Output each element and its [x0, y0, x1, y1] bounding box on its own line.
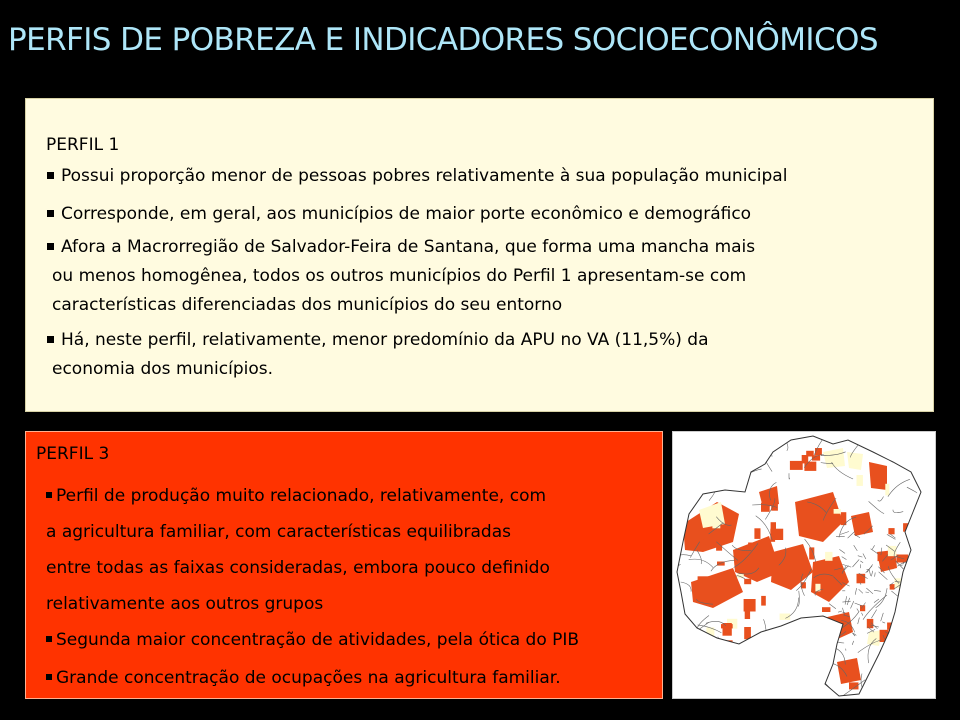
municipality-cell [744, 650, 750, 654]
perfil-3-bullet-3 [46, 663, 561, 693]
municipal-boundary [922, 433, 926, 437]
municipality-cell [803, 669, 813, 677]
municipal-boundary [907, 597, 908, 605]
municipal-boundary [899, 611, 906, 623]
municipal-boundary [717, 652, 722, 662]
municipal-boundary [933, 544, 935, 550]
municipality-cell [744, 627, 751, 639]
municipality-cell [723, 623, 732, 636]
municipal-boundary [751, 667, 756, 685]
municipality-cell [878, 555, 886, 561]
page-title: PERFIS DE POBREZA E INDICADORES SOCIOECONÔMICOS [8, 22, 878, 58]
municipality-cell [901, 643, 909, 648]
municipal-boundary [706, 432, 721, 436]
municipality-cell [825, 552, 832, 561]
bullet-text: economia dos municípios. [52, 359, 274, 379]
map-graphic [673, 432, 935, 698]
bullet-text: Grande concentração de ocupações na agricultura familiar. [56, 668, 561, 688]
municipal-boundary [917, 672, 929, 694]
municipality-cell [711, 459, 717, 466]
municipal-boundary [709, 688, 722, 698]
municipal-boundary [673, 613, 675, 628]
perfil-3-bullet-1 [46, 478, 550, 622]
municipal-boundary [913, 635, 918, 638]
municipality-cell [822, 607, 830, 612]
municipal-boundary [745, 680, 752, 699]
municipal-boundary [912, 550, 916, 555]
municipal-boundary [834, 433, 849, 439]
municipal-boundary [731, 449, 750, 465]
municipal-boundary [677, 462, 695, 471]
municipal-boundary [905, 432, 914, 445]
municipality-cell [732, 455, 745, 468]
perfil-3-region [837, 658, 861, 684]
municipal-boundary [918, 644, 923, 666]
municipality-cell [744, 599, 756, 612]
municipal-boundary [752, 437, 764, 455]
municipal-boundary [673, 681, 681, 694]
municipal-boundary [885, 632, 902, 644]
bullet-text: Possui proporção menor de pessoas pobres relativamente à sua população municipal [61, 166, 788, 186]
perfil-1-panel [25, 98, 934, 412]
bullet-square-icon [46, 492, 52, 498]
municipality-cell [761, 503, 770, 512]
municipality-cell [800, 557, 804, 567]
municipality-cell [698, 576, 710, 588]
municipal-boundary [701, 473, 712, 476]
bullet-text: entre todas as faixas consideradas, embora pouco definido [46, 558, 550, 578]
municipal-boundary [744, 695, 748, 698]
municipal-boundary [769, 661, 786, 677]
bullet-text: a agricultura familiar, com características equilibradas [46, 522, 511, 542]
municipal-boundary [673, 489, 677, 498]
municipal-boundary [827, 626, 833, 632]
municipality-cell [748, 543, 757, 550]
municipal-boundary [805, 634, 811, 648]
municipality-cell [713, 454, 721, 464]
municipality-cell [791, 681, 797, 689]
municipal-boundary [896, 635, 899, 644]
perfil-1-bullet-1 [46, 162, 787, 191]
municipality-cell [790, 461, 803, 470]
bullet-text: Segunda maior concentração de atividades, pela ótica do PIB [56, 630, 580, 650]
perfil-1-heading: PERFIL 1 [46, 135, 120, 155]
perfil-3-region [851, 512, 873, 536]
perfil-1-bullet-3 [46, 233, 755, 320]
municipality-cell [756, 637, 766, 642]
municipality-cell [906, 674, 918, 685]
municipal-boundary [902, 624, 922, 633]
municipality-cell [770, 529, 783, 540]
municipal-boundary [915, 535, 931, 539]
perfil-3-heading: PERFIL 3 [36, 444, 110, 464]
municipality-cell [834, 509, 841, 514]
municipal-boundary [931, 548, 935, 557]
bahia-municipalities-map [672, 431, 936, 699]
bullet-text: características diferenciadas dos municípios do seu entorno [52, 295, 563, 315]
municipality-cell [888, 528, 894, 534]
municipal-boundary [726, 674, 750, 698]
municipal-boundary [908, 647, 917, 652]
municipal-boundary [904, 585, 914, 609]
bullet-square-icon [47, 243, 54, 250]
municipal-boundary [886, 649, 892, 652]
bullet-square-icon [46, 674, 52, 680]
municipality-cell [780, 650, 786, 657]
municipality-cell [815, 448, 822, 455]
bullet-square-icon [46, 636, 52, 642]
municipal-boundary [733, 469, 742, 479]
municipal-boundary [695, 461, 704, 483]
bullet-text: Há, neste perfil, relativamente, menor predomínio da APU no VA (11,5%) da [61, 330, 709, 350]
municipal-boundary [786, 671, 789, 672]
municipality-cell [911, 607, 916, 617]
municipal-boundary [899, 648, 905, 650]
perfil-3-region [869, 462, 887, 490]
municipality-cell [857, 574, 866, 584]
municipality-cell [792, 627, 799, 639]
municipal-boundary [704, 657, 719, 672]
municipality-cell [754, 528, 760, 539]
perfil-1-bullet-4 [46, 326, 709, 384]
bullet-square-icon [47, 172, 54, 179]
municipality-cell [779, 630, 790, 639]
perfil-3-panel [25, 431, 663, 699]
bullet-text: Perfil de produção muito relacionado, relativamente, com [56, 486, 547, 506]
municipality-cell [761, 596, 766, 606]
municipal-boundary [907, 569, 915, 578]
municipal-boundary [885, 432, 889, 450]
bullet-text: Afora a Macrorregião de Salvador-Feira de Santana, que forma uma mancha mais [61, 237, 756, 257]
municipal-boundary [888, 642, 896, 648]
perfil-3-bullet-2 [46, 625, 579, 655]
perfil-1-bullet-2 [46, 200, 751, 229]
municipality-cell [695, 532, 704, 540]
municipality-cell [857, 475, 863, 486]
municipality-cell [744, 579, 751, 584]
municipal-boundary [896, 651, 902, 665]
municipal-boundary [678, 659, 698, 672]
bullet-text: ou menos homogênea, todos os outros municípios do Perfil 1 apresentam-se com [52, 266, 747, 286]
bullet-square-icon [47, 336, 54, 343]
municipality-cell [712, 477, 719, 489]
municipal-boundary [741, 671, 744, 687]
municipal-boundary [724, 642, 735, 661]
municipality-cell [729, 442, 739, 447]
municipal-boundary [890, 642, 891, 651]
other-profile-region [847, 452, 863, 470]
municipality-cell [911, 556, 923, 565]
bullet-square-icon [47, 210, 54, 217]
municipal-boundary [924, 460, 928, 480]
municipality-cell [885, 484, 889, 496]
bullet-text: Corresponde, em geral, aos municípios de maior porte econômico e demográfico [61, 204, 752, 224]
bullet-text: relativamente aos outros grupos [46, 594, 324, 614]
